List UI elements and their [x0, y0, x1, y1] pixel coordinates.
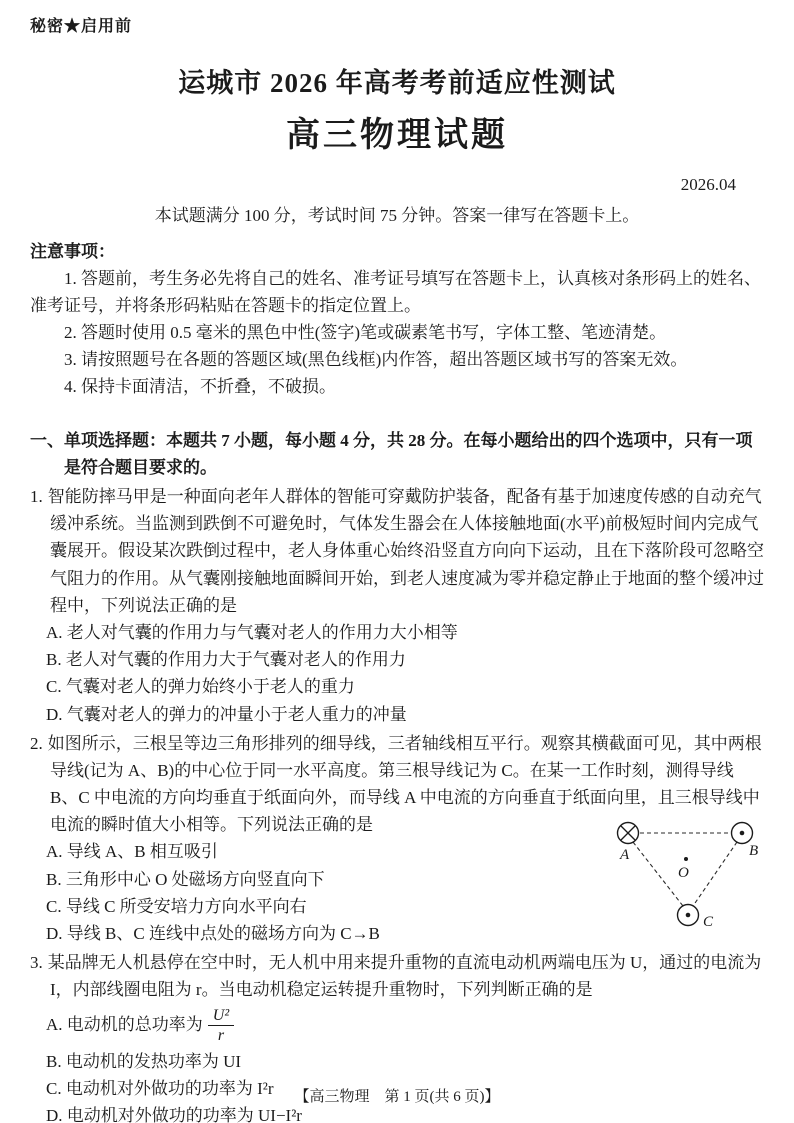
question-1-option-b: B. 老人对气囊的作用力大于气囊对老人的作用力	[46, 650, 406, 670]
question-1-number: 1.	[30, 487, 43, 507]
exam-info-line: 本试题满分 100 分，考试时间 75 分钟。答案一律写在答题卡上。	[154, 206, 640, 226]
question-3-option-b: B. 电动机的发热功率为 UI	[46, 1051, 242, 1071]
wire-triangle-diagram	[606, 813, 764, 941]
question-1-option-a: A. 老人对气囊的作用力与气囊对老人的作用力大小相等	[46, 622, 458, 642]
label-wire-b: B	[749, 843, 759, 860]
question-2-option-d: D. 导线 B、C 连线中点处的磁场方向为 C→B	[46, 924, 380, 944]
question-3-number: 3.	[30, 953, 43, 973]
exam-title: 运城市 2026 年高考考前适应性测试	[178, 67, 616, 98]
label-wire-a: A	[620, 847, 630, 864]
notice-heading: 注意事项：	[30, 241, 115, 261]
question-1-text: 智能防摔马甲是一种面向老年人群体的智能可穿戴防护装备，配备有基于加速度传感的自动充气缓冲系统。当监测到跌倒不可避免时，气体发生器会在人体接触地面(水平)前极短时间内完成气囊展开。假设某次跌倒过程中，老人身体重心始终沿竖直方向向下运动，且在下落阶段可忽略空气阻力的作用。从气囊刚接触地面瞬间开始，到老人速度减为零并稳定静止于地面的整个缓冲过程中，下列说法正确的是	[47, 487, 764, 615]
exam-subtitle: 高三物理试题	[286, 116, 508, 154]
question-2-number: 2.	[30, 733, 43, 753]
fraction-denominator: r	[217, 1027, 225, 1045]
question-1-option-d: D. 气囊对老人的弹力的冲量小于老人重力的冲量	[46, 704, 407, 724]
question-3-text: 某品牌无人机悬停在空中时，无人机中用来提升重物的直流电动机两端电压为 U，通过的电流为 I，内部线圈电阻为 r。当电动机稳定运转提升重物时，下列判断正确的是	[47, 953, 762, 1000]
label-center-o: O	[678, 865, 689, 882]
wire-a-into-page-symbol	[618, 823, 639, 844]
notice-item-1: 1. 答题前，考生务必先将自己的姓名、准考证号填写在答题卡上，认真核对条形码上的姓名、准考证号，并将条形码粘贴在答题卡的指定位置上。	[30, 268, 761, 315]
question-3-option-d: D. 电动机对外做功的功率为 UI−I²r	[46, 1106, 302, 1123]
question-1-stem	[30, 483, 764, 619]
question-2-option-a: A. 导线 A、B 相互吸引	[46, 842, 218, 862]
question-1-block	[30, 483, 764, 728]
notice-item-3: 3. 请按照题号在各题的答题区域(黑色线框)内作答，超出答题区域书写的答案无效。	[64, 350, 688, 370]
exam-date: 2026.04	[680, 175, 736, 195]
question-1-option-c: C. 气囊对老人的弹力始终小于老人的重力	[46, 677, 355, 697]
wire-cross-section-figure	[606, 813, 764, 941]
fraction-u-squared-over-r	[208, 1007, 234, 1045]
classification-label: 秘密★启用前	[30, 18, 133, 35]
question-2-option-b: B. 三角形中心 O 处磁场方向竖直向下	[46, 869, 325, 889]
section-heading-single-choice: 一、单项选择题：本题共 7 小题，每小题 4 分，共 28 分。在每小题给出的四个选项中，只有一项是符合题目要求的。	[30, 430, 753, 477]
notice-item-4: 4. 保持卡面清洁，不折叠，不破损。	[64, 377, 336, 397]
wire-c-out-of-page-symbol	[678, 905, 699, 926]
question-3-stem	[30, 949, 764, 1003]
question-3-option-a-text: A. 电动机的总功率为	[46, 1014, 203, 1034]
center-o-dot	[684, 857, 688, 861]
page-footer: 【高三物理 第 1 页(共 6 页)】	[294, 1089, 500, 1105]
fraction-numerator: U²	[208, 1007, 234, 1027]
notice-item-2: 2. 答题时使用 0.5 毫米的黑色中性(签字)笔或碳素笔书写，字体工整、笔迹清楚。	[64, 323, 667, 343]
question-2-block	[30, 730, 764, 948]
question-3-option-a	[46, 1007, 764, 1045]
question-2-text-part2: 根导线中电流的瞬时值大小相等。下列说法正确的是	[50, 788, 760, 835]
label-wire-c: C	[703, 914, 714, 931]
question-2-option-c: C. 导线 C 所受安培力方向水平向右	[46, 896, 307, 916]
question-2-text-part1: 如图所示，三根呈等边三角形排列的细导线，三者轴线相互平行。观察其横截面可见，其中两根导线(记为 A、B)的中心位于同一水平高度。第三根导线记为 C。在某一工作时刻，测得导线 B、C 中电流的方向均垂直于纸面向外，而导线 A 中电流的方向垂直于纸面向里，且三	[47, 733, 762, 808]
wire-b-out-of-page-symbol	[732, 823, 753, 844]
question-3-option-c: C. 电动机对外做功的功率为 I²r	[46, 1078, 274, 1098]
